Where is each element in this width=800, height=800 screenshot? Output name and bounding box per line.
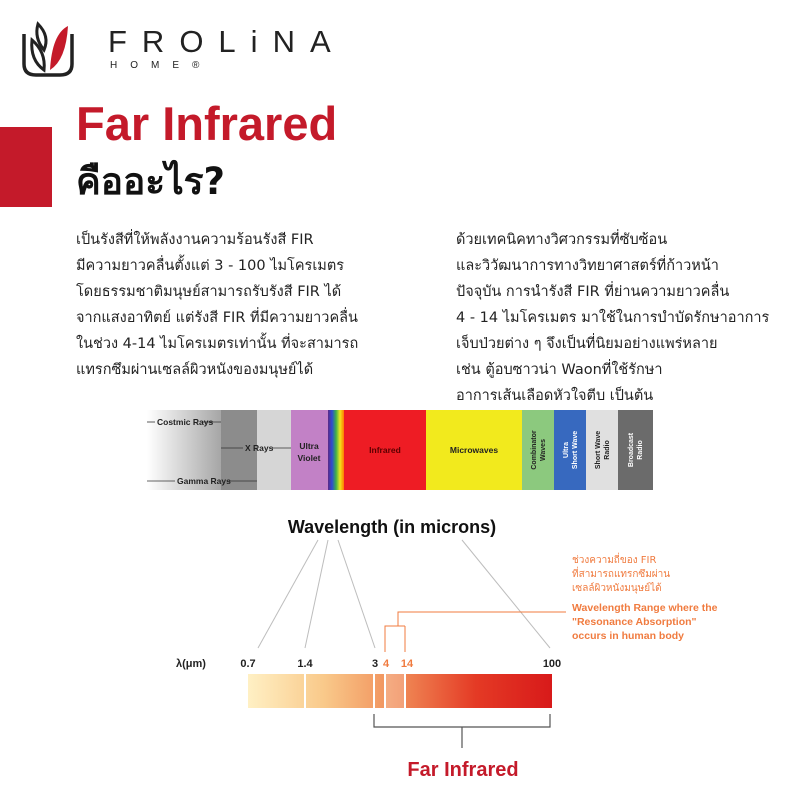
- annotation-thai-line: ช่วงความถี่ของ FIR: [572, 555, 657, 566]
- paragraph-line: โดยธรรมชาติมนุษย์สามารถรับรังสี FIR ได้: [76, 284, 342, 300]
- page-title: Far Infrared: [76, 97, 338, 150]
- paragraph-line: มีความยาวคลื่นตั้งแต่ 3 - 100 ไมโครเมตร: [76, 258, 345, 274]
- band-label-combinator-1: Combinator: [531, 430, 538, 470]
- paragraph-line: อาการเส้นเลือดหัวใจตีบ เป็นต้น: [456, 388, 654, 404]
- brand-sub: HOME®: [110, 60, 213, 71]
- brand-name: FROLiNA: [108, 24, 346, 59]
- annotation-thai-line: ที่สามารถแทรกซึมผ่าน: [572, 569, 671, 580]
- band-broadcast: [618, 410, 653, 490]
- scale-tick-label: 1.4: [297, 658, 313, 670]
- scale-tick-label: 14: [400, 658, 414, 670]
- band-label-combinator-2: Waves: [540, 439, 547, 461]
- scale-unit-label: λ(μm): [176, 658, 206, 670]
- paragraph-line: 4 - 14 ไมโครเมตร มาใช้ในการบำบัดรักษาอาการ: [456, 310, 770, 326]
- band-label-broadcast-2: Radio: [637, 440, 644, 460]
- annotation-english-line: "Resonance Absorption": [572, 616, 697, 628]
- spectrum-bar: [147, 410, 653, 490]
- band-label-infrared: Infrared: [369, 445, 401, 455]
- annotation-english-line: occurs in human body: [572, 630, 685, 642]
- band-combinator: [522, 410, 554, 490]
- paragraph-line: เช่น ตู้อบซาวน่า Waonที่ใช้รักษา: [456, 362, 663, 378]
- band-label-microwaves: Microwaves: [449, 445, 499, 455]
- far-infrared-bracket: [374, 714, 550, 748]
- annotation-english-line: Wavelength Range where the: [572, 602, 718, 614]
- annotation-thai: [572, 552, 670, 594]
- paragraph-line: และวิวัฒนาการทางวิทยาศาสตร์ที่ก้าวหน้า: [456, 258, 719, 274]
- scale-tick-label: 3: [371, 658, 379, 670]
- band-label-shortwave-2: Radio: [604, 440, 611, 460]
- zoom-guides: [258, 540, 550, 648]
- band-label-xrays: X Rays: [245, 443, 274, 453]
- band-label-costmic: Costmic Rays: [157, 417, 214, 427]
- annotation-thai-line: เซลล์ผิวหนังมนุษย์ได้: [572, 583, 662, 594]
- band-ultrashort: [554, 410, 586, 490]
- paragraph-line: แทรกซึมผ่านเซลล์ผิวหนังของมนุษย์ได้: [76, 362, 314, 378]
- band-label-broadcast-1: Broadcast: [628, 432, 635, 468]
- annotation-bracket: [385, 612, 566, 652]
- annotation-english: [572, 602, 718, 642]
- band-label-shortwave-1: Short Wave: [595, 430, 602, 470]
- spectrum-caption: Wavelength (in microns): [287, 517, 497, 537]
- band-label-gamma: Gamma Rays: [177, 476, 231, 486]
- scale-tick-label: 100: [542, 658, 562, 670]
- paragraph-line: ด้วยเทคนิคทางวิศวกรรมที่ซับซ้อน: [456, 232, 668, 248]
- band-label-ultrashort-1: Ultra: [563, 442, 570, 458]
- paragraph-line: ปัจจุบัน การนำรังสี FIR ที่ย่านความยาวคลื่น: [456, 284, 730, 300]
- band-label-uv-2: Violet: [297, 453, 321, 463]
- band-label-uv-1: Ultra: [299, 441, 319, 451]
- far-infrared-label: Far Infrared: [407, 759, 519, 781]
- scale-tick-label: 4: [382, 658, 390, 670]
- band-visible: [328, 410, 344, 490]
- resonance-range-highlight: [385, 674, 405, 708]
- page-subtitle: คืออะไร?: [76, 160, 226, 203]
- paragraph-line: เจ็บป่วยต่าง ๆ จึงเป็นที่นิยมอย่างแพร่หลาย: [456, 336, 718, 352]
- scale-tick-label: 0.7: [240, 658, 256, 670]
- paragraph-line: จากแสงอาทิตย์ แต่รังสี FIR ที่มีความยาวคลื่น: [76, 310, 358, 326]
- paragraph-line: เป็นรังสีที่ให้พลังงานความร้อนรังสี FIR: [76, 232, 314, 248]
- band-shortwave: [586, 410, 618, 490]
- band-label-ultrashort-2: Short Wave: [572, 430, 579, 470]
- paragraph-line: ในช่วง 4-14 ไมโครเมตรเท่านั้น ที่จะสามารถ: [76, 336, 359, 352]
